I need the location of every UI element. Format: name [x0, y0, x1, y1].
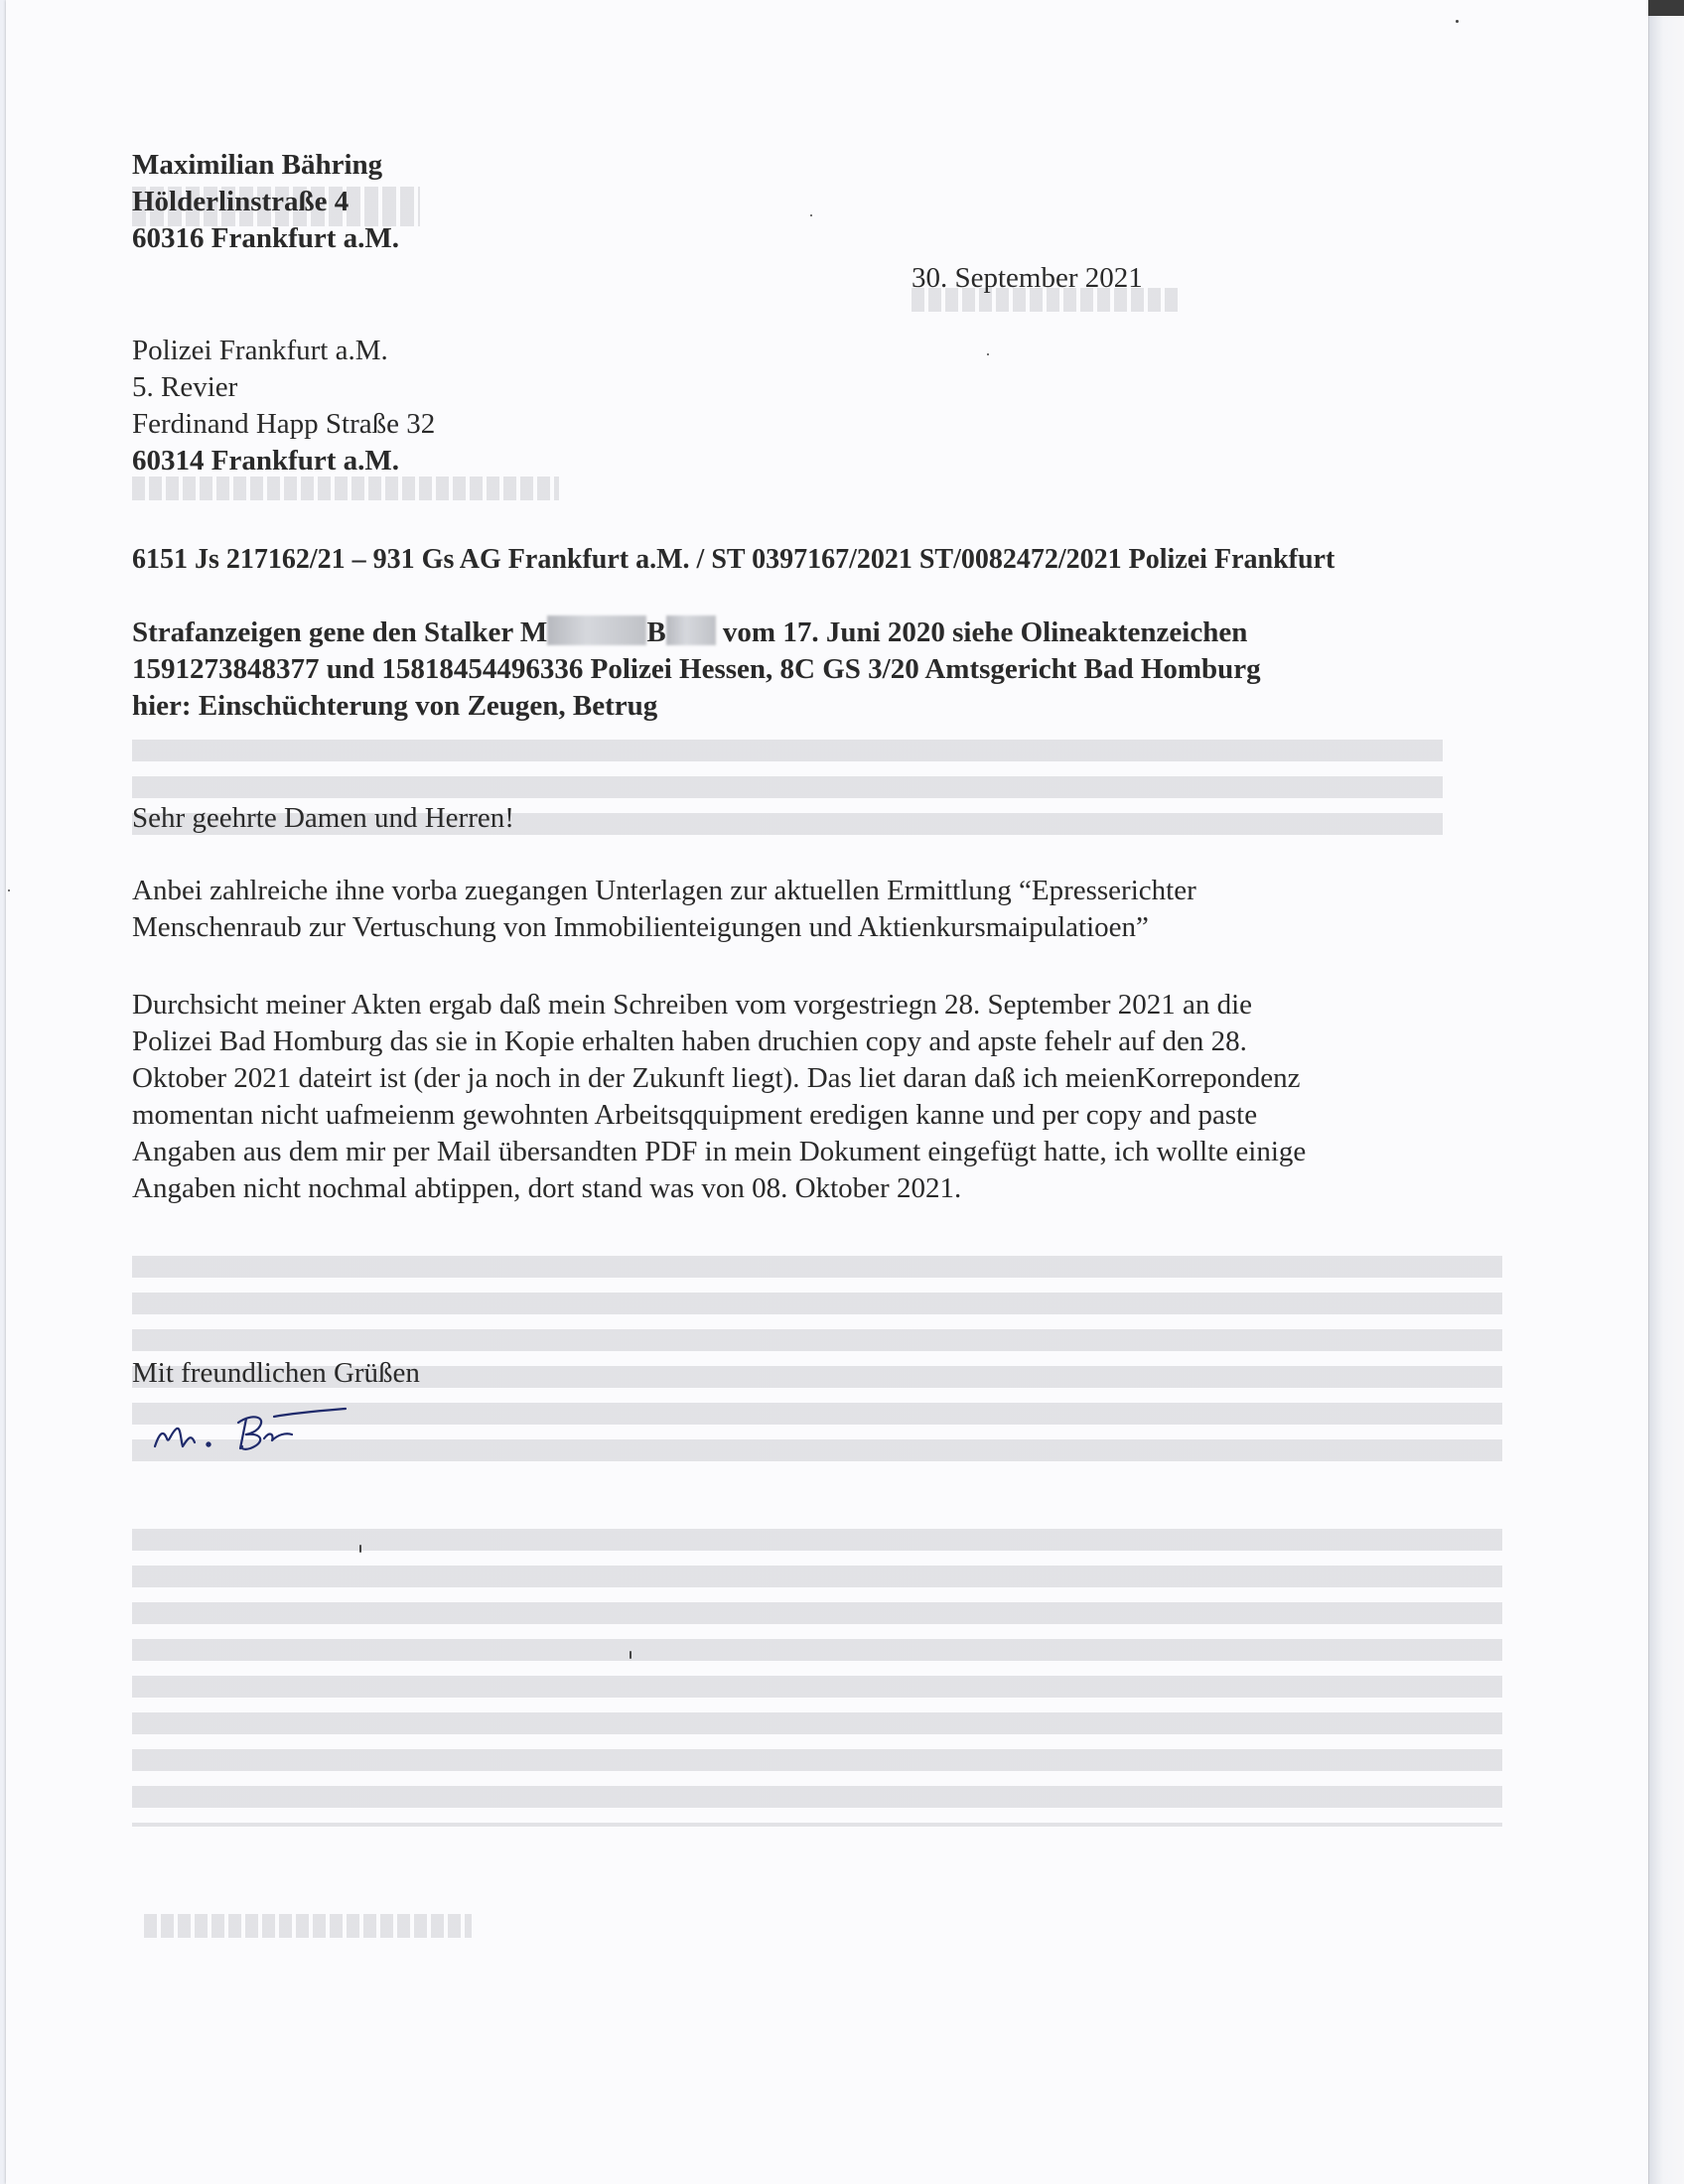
- closing: [132, 1355, 420, 1392]
- scan-speck: [359, 1545, 361, 1553]
- paragraph-line: momentan nicht uafmeienm gewohnten Arbeitsqquipment eredigen kanne und per copy and paste: [132, 1099, 1258, 1131]
- scan-speck: [1456, 20, 1459, 23]
- salutation: [132, 800, 514, 837]
- sender-address: [132, 147, 399, 257]
- subject-text: vom 17. Juni 2020 siehe Olineaktenzeichen: [722, 616, 1248, 648]
- subject-line: 1591273848377 und 15818454496336 Polizei Hessen, 8C GS 3/20 Amtsgericht Bad Homburg: [132, 653, 1261, 685]
- subject-text: Strafanzeigen gene den Stalker M: [132, 616, 548, 648]
- show-through: [132, 1529, 1502, 1827]
- salutation-text: Sehr geehrte Damen und Herren!: [132, 802, 514, 834]
- subject-block: [132, 614, 1261, 725]
- letter-date: 30. September 2021: [912, 262, 1143, 294]
- reference-numbers: 6151 Js 217162/21 – 931 Gs AG Frankfurt a.M. / ST 0397167/2021 ST/0082472/2021 Polizei Frankfurt: [132, 544, 1335, 575]
- scan-edge: [1648, 0, 1684, 2184]
- show-through: [132, 477, 559, 500]
- paragraph-line: Polizei Bad Homburg das sie in Kopie erhalten haben druchien copy and apste fehelr auf den 28.: [132, 1025, 1247, 1057]
- recipient-line: Ferdinand Happ Straße 32: [132, 408, 436, 440]
- closing-text: Mit freundlichen Grüßen: [132, 1357, 420, 1389]
- paragraph-line: Menschenraub zur Vertuschung von Immobilienteigungen und Aktienkursmaipulatioen”: [132, 911, 1149, 943]
- scan-speck: [810, 214, 812, 216]
- paragraph-line: Durchsicht meiner Akten ergab daß mein Schreiben vom vorgestriegn 28. September 2021 an die: [132, 989, 1253, 1021]
- paragraph-line: Oktober 2021 dateirt ist (der ja noch in der Zukunft liegt). Das liet daran daß ich meienKorrepondenz: [132, 1062, 1301, 1094]
- scan-speck: [987, 353, 989, 355]
- signature: [147, 1395, 355, 1464]
- reference-line: [132, 541, 1334, 578]
- paragraph: [132, 873, 1196, 946]
- redaction-bar: [547, 615, 646, 645]
- recipient-address: [132, 333, 435, 479]
- sender-street: Hölderlinstraße 4: [132, 186, 350, 217]
- scan-corner: [1648, 0, 1684, 16]
- recipient-line: Polizei Frankfurt a.M.: [132, 335, 388, 366]
- scan-speck: [8, 889, 10, 891]
- paragraph-line: Angaben aus dem mir per Mail übersandten PDF in mein Dokument eingefügt hatte, ich wollte einige: [132, 1136, 1307, 1167]
- paragraph-line: Anbei zahlreiche ihne vorba zuegangen Unterlagen zur aktuellen Ermittlung “Epresserichter: [132, 875, 1196, 906]
- redaction-bar: [666, 615, 716, 645]
- paragraph-line: Angaben nicht nochmal abtippen, dort stand was von 08. Oktober 2021.: [132, 1172, 962, 1204]
- subject-line: hier: Einschüchterung von Zeugen, Betrug: [132, 690, 658, 722]
- recipient-city: 60314 Frankfurt a.M.: [132, 445, 400, 477]
- subject-text: B: [646, 616, 666, 648]
- scan-speck: [630, 1651, 632, 1659]
- recipient-line: 5. Revier: [132, 371, 238, 403]
- subject-line: [132, 614, 1261, 651]
- paragraph: [132, 987, 1306, 1207]
- sender-name: Maximilian Bähring: [132, 149, 383, 181]
- sender-city: 60316 Frankfurt a.M.: [132, 222, 400, 254]
- show-through: [144, 1914, 472, 1938]
